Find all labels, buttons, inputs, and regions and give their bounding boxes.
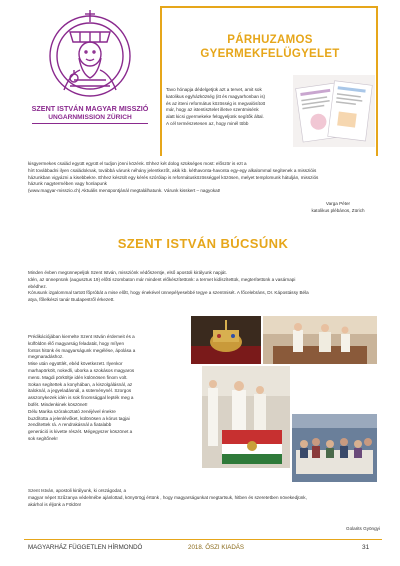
body-line: asszonykezek idén is sok finomsággal lepték meg a	[28, 395, 134, 401]
article1-signature: Varga Péter katolikus plébános, Zürich	[311, 201, 365, 213]
crown-saint-logo-icon	[30, 8, 150, 106]
priests-at-altar-image-icon	[263, 316, 377, 364]
article1-intro	[166, 87, 284, 128]
article2-closing	[28, 488, 378, 508]
flyer-image-icon	[293, 75, 375, 147]
page-number: 31	[362, 544, 370, 551]
body-line: marhapörkölt, nokedli, uborka a szokásos magyaros	[28, 367, 135, 373]
body-line: sok segítőnek!	[28, 435, 58, 441]
body-line: italoknál, a jegyeladásnál, a süteménynél. Szorgos	[28, 388, 132, 394]
crown-photo	[191, 316, 261, 364]
article2-title: SZENT ISTVÁN BÚCSÚNK	[117, 236, 289, 251]
intro-line: Tavo hónapja dédelgetjük azt a tervet, amit sok	[166, 87, 262, 92]
intro-line: A cél természetesen az, hogy minél több	[166, 120, 249, 126]
article2-left-column	[28, 334, 190, 443]
body-line: Prédikációjában kiemelte Szent István érdemeit és a	[28, 334, 135, 339]
body-line: Délu Marika szórakoztató zenéjével énekre	[28, 408, 116, 414]
frame-right-border	[376, 6, 378, 156]
body-line: Mise után együttlét, ebéd következett. Ilyenkor	[28, 361, 123, 367]
body-line: atya, főlelkészi tanár Budapestről érkezett.	[28, 297, 115, 303]
article2-signature: Golarits Gyöngyi	[346, 526, 380, 531]
body-line: külföldön élő magyarság feladatát, hogy mílyen	[28, 340, 125, 346]
body-line: buzdította a jelenlévőket, különösen a kórus tagjai	[28, 415, 130, 421]
body-line: hírt továbbadni ilyen családoknak, továbbá várunk néhány jelentkezőt, akik kb. kéthavonta-havonta egy-egy alkalommal segítenek a misszióis	[28, 167, 317, 173]
frame-top-border	[160, 6, 378, 8]
body-line: fontos hitünk és magyarságunk megélése, ápolása a	[28, 347, 136, 353]
body-line: Minden évben megünnepeljük Szent István, missziónk védőszentje, első apostoli királyunk napját.	[28, 270, 227, 275]
altar-with-flag-image-icon	[202, 366, 290, 468]
footer-edition: 2018. ŐSZI KIADÁS	[188, 544, 245, 551]
logo-underline	[32, 123, 148, 124]
body-line: házunk nagytermében vagy honlapunk	[28, 181, 107, 187]
body-line: Szent István, apostoli királyunk, ki országodat, a	[28, 488, 127, 493]
body-line: Sokan segítettek a konyhában, a kiszolgálásnál, az	[28, 381, 133, 387]
article1-body	[28, 161, 378, 195]
intro-line: már, hogy az istentisztelet illetve szentmisénk	[166, 107, 259, 113]
body-line: ebédhez.	[28, 283, 47, 289]
body-line: Idén, az ünnepnünk (augusztus 19) előtti szombaton már mindent előkészítettünk: a termet kidíszítettük, megterítettünk a vasárnapi	[28, 276, 296, 282]
body-line: házunkban vigyázni a kisebbekre. Ehhez készült egy kérés szórólap is reformátusközösséggel közösen, melyet templomunk hátulján, missziós	[28, 174, 319, 180]
body-line: zendítettek rá. A rendrakásnál a fiatalabb	[28, 422, 112, 428]
logo-org-name: SZENT ISTVÁN MAGYAR MISSZIÓ	[31, 104, 149, 113]
altar-photo	[202, 366, 290, 468]
frame-left-border	[160, 6, 162, 156]
mass-photo	[263, 316, 377, 364]
intro-line: alatt kicsi gyermekeke felügyeljünk segítők által.	[166, 114, 264, 120]
body-line: akárhol is éljünk a Földön!	[28, 501, 82, 507]
body-line: Kórusunk izgalommal tartott főpróbát a mise előtt, hogy énekével ünnepélyesebbé tegye a szentmisét. A főcelebráns, Dr. Kápostássy Béla	[28, 290, 309, 296]
body-line: büfét. Mindenkinek köszönet!	[28, 401, 88, 407]
body-line: megmaradáshoz.	[28, 354, 64, 360]
community-lunch-image-icon	[292, 414, 377, 482]
intro-line: és az itteni református közösség is megvalósított	[166, 100, 266, 106]
lunch-photo	[292, 414, 377, 482]
body-line: magyar népet Szűzanya védelmébe ajánlottad, könyörögj értünk , hogy magyarságunkat megtartsuk, hitben és szeretetben növekedjünk,	[28, 494, 307, 500]
body-line: generáció is kivette részét. Mégegyszer köszönet a	[28, 429, 133, 435]
footer-publication: MAGYARHÁZ FÜGGETLEN HÍRMONDÓ	[28, 544, 143, 551]
article2-intro	[28, 270, 378, 304]
logo-org-name-german: UNGARNMISSION ZÜRICH	[48, 114, 132, 121]
holy-crown-image-icon	[191, 316, 261, 364]
footer-divider	[24, 539, 382, 540]
article1-title: PÁRHUZAMOS GYERMEKFELÜGYELET	[200, 34, 340, 60]
body-line: menü. Magdi pörköltje idén különösen finom volt.	[28, 374, 128, 380]
intro-line: katolikus egyházközség (itt és magyarhonban is)	[166, 93, 266, 99]
body-line: (www.magyar-misszio.ch) Aktuális menüpontjánál megtalálhatunk. Várunk kisskert – nagyokat!	[28, 188, 221, 194]
body-line: kisgyermekes család együtt együtt el tudjon jönni közénk. Ehhez két dolog szükséges most: először is ezt a	[28, 161, 247, 166]
flyer-photo	[293, 75, 375, 147]
